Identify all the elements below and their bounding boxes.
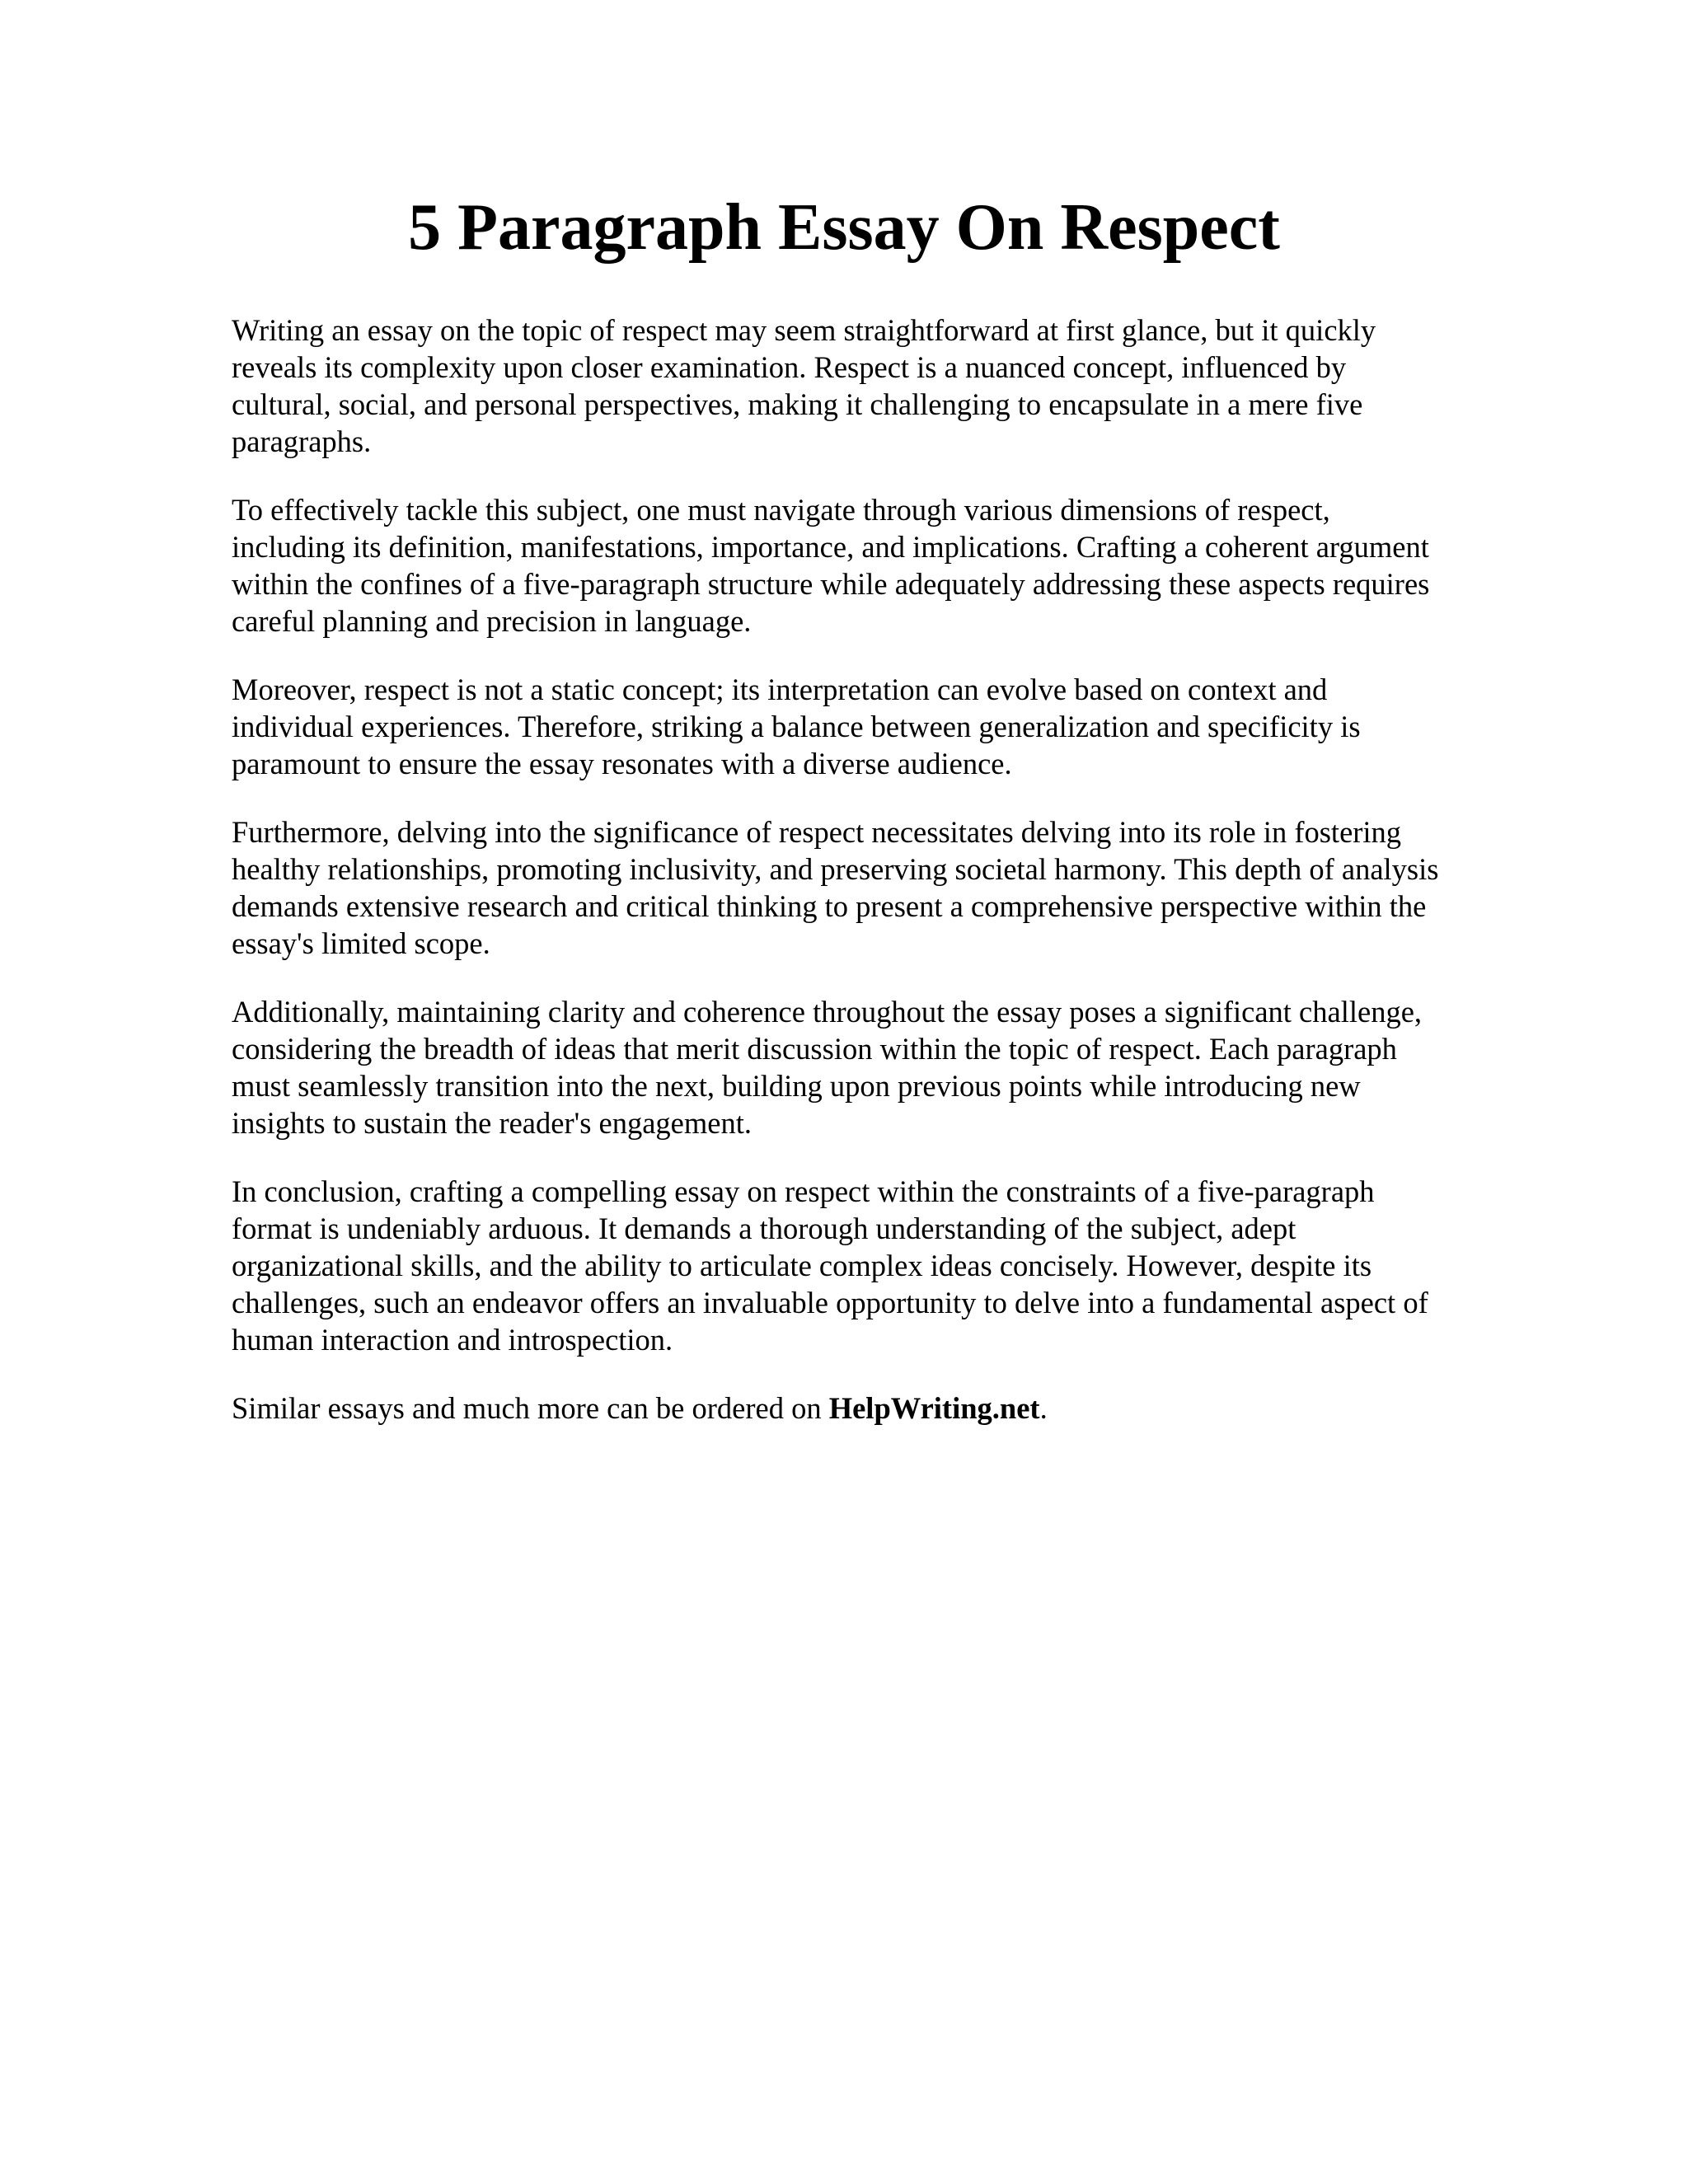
essay-paragraph-4: [232, 813, 1550, 962]
text-line: In conclusion, crafting a compelling essay on respect within the constraints of a five-paragraph: [232, 1174, 1375, 1208]
text-line: demands extensive research and critical thinking to present a comprehensive perspective within the: [232, 889, 1427, 923]
essay-paragraph-3: [232, 671, 1550, 782]
text-line: format is undeniably arduous. It demands a thorough understanding of the subject, adept: [232, 1212, 1296, 1245]
essay-paragraph-2: [232, 491, 1550, 640]
text-line: Moreover, respect is not a static concept; its interpretation can evolve based on context and: [232, 673, 1328, 706]
text-line: considering the breadth of ideas that merit discussion within the topic of respect. Each paragraph: [232, 1032, 1397, 1066]
text-line: within the confines of a five-paragraph structure while adequately addressing these aspects requires: [232, 567, 1430, 601]
text-line: reveals its complexity upon closer examination. Respect is a nuanced concept, influenced by: [232, 350, 1347, 384]
text-line: paragraphs.: [232, 424, 372, 458]
document-title: 5 Paragraph Essay On Respect: [408, 191, 1280, 264]
text-line: including its definition, manifestations, importance, and implications. Crafting a coherent argument: [232, 530, 1429, 564]
text-line: Additionally, maintaining clarity and coherence throughout the essay poses a significant challenge,: [232, 995, 1423, 1029]
text-line: healthy relationships, promoting inclusivity, and preserving societal harmony. This depth of analysis: [232, 852, 1439, 886]
promo-period: .: [1039, 1391, 1048, 1425]
text-line: Writing an essay on the topic of respect may seem straightforward at first glance, but it quickly: [232, 313, 1376, 347]
essay-paragraph-6: [232, 1173, 1550, 1358]
text-line: must seamlessly transition into the next, building upon previous points while introducing new: [232, 1069, 1361, 1103]
promo-footer: [232, 1390, 1550, 1427]
text-line: organizational skills, and the ability to articulate complex ideas concisely. However, despite its: [232, 1249, 1372, 1282]
text-line: To effectively tackle this subject, one must navigate through various dimensions of respect,: [232, 493, 1330, 527]
promo-text: Similar essays and much more can be ordered on: [232, 1391, 829, 1425]
text-line: paramount to ensure the essay resonates with a diverse audience.: [232, 747, 1012, 780]
helpwriting-link[interactable]: HelpWriting.net: [828, 1391, 1040, 1425]
text-line: cultural, social, and personal perspectives, making it challenging to encapsulate in a mere five: [232, 387, 1363, 421]
text-line: individual experiences. Therefore, striking a balance between generalization and specificity is: [232, 710, 1361, 743]
text-line: essay's limited scope.: [232, 926, 490, 960]
text-line: careful planning and precision in language.: [232, 604, 752, 638]
text-line: challenges, such an endeavor offers an invaluable opportunity to delve into a fundamental aspect of: [232, 1286, 1428, 1319]
text-line: Furthermore, delving into the significance of respect necessitates delving into its role in fostering: [232, 815, 1402, 849]
essay-paragraph-5: [232, 993, 1550, 1141]
essay-paragraph-1: [232, 312, 1550, 460]
text-line: human interaction and introspection.: [232, 1323, 673, 1357]
text-line: insights to sustain the reader's engagement.: [232, 1106, 752, 1140]
document-body: [232, 312, 1550, 1427]
